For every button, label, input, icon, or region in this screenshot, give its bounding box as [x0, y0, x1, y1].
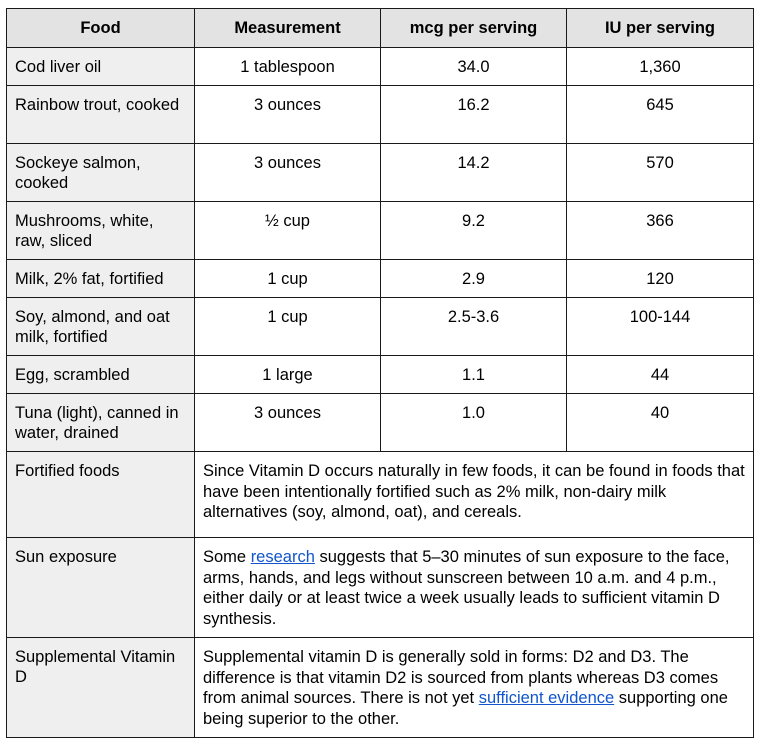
note-text-supplemental — [195, 638, 754, 738]
note-text-sun-before: Some — [203, 548, 251, 566]
iu-cell: 366 — [567, 202, 754, 260]
mcg-cell: 9.2 — [381, 202, 567, 260]
mcg-cell: 2.9 — [381, 260, 567, 298]
measurement-cell: 1 large — [195, 356, 381, 394]
mcg-cell: 16.2 — [381, 86, 567, 144]
note-row-sun — [7, 538, 754, 638]
measurement-cell: 3 ounces — [195, 394, 381, 452]
mcg-cell: 34.0 — [381, 48, 567, 86]
header-food: Food — [7, 9, 195, 48]
note-text-sun-after: suggests that 5–30 minutes of sun exposure to the face, arms, hands, and legs without sunscreen between 10 a.m. and 4 p.m., either daily or at least twice a week usually leads to sufficient vitamin D synthesis. — [203, 548, 730, 628]
iu-cell: 570 — [567, 144, 754, 202]
measurement-cell: 1 cup — [195, 260, 381, 298]
food-cell: Cod liver oil — [7, 48, 195, 86]
header-mcg: mcg per serving — [381, 9, 567, 48]
food-cell: Rainbow trout, cooked — [7, 86, 195, 144]
iu-cell: 100-144 — [567, 298, 754, 356]
food-cell: Tuna (light), canned in water, drained — [7, 394, 195, 452]
table-row — [7, 144, 754, 202]
measurement-cell: 1 tablespoon — [195, 48, 381, 86]
table-row — [7, 48, 754, 86]
table-row — [7, 260, 754, 298]
sufficient-evidence-link[interactable]: sufficient evidence — [478, 689, 615, 707]
note-text-supplemental-before: Supplemental vitamin D is generally sold in forms: D2 and D3. The difference is that vitamin D2 is sourced from plants whereas D3 comes from animal sources. There is not yet — [203, 648, 719, 707]
note-label-fortified: Fortified foods — [7, 452, 195, 538]
measurement-cell: ½ cup — [195, 202, 381, 260]
food-cell: Soy, almond, and oat milk, fortified — [7, 298, 195, 356]
iu-cell: 40 — [567, 394, 754, 452]
iu-cell: 1,360 — [567, 48, 754, 86]
note-text-sun — [195, 538, 754, 638]
vitamin-d-table — [6, 8, 754, 738]
table-row — [7, 394, 754, 452]
header-row — [7, 9, 754, 48]
note-text-fortified: Since Vitamin D occurs naturally in few foods, it can be found in foods that have been intentionally fortified such as 2% milk, non-dairy milk alternatives (soy, almond, oat), and cereals. — [195, 452, 754, 538]
food-cell: Egg, scrambled — [7, 356, 195, 394]
food-cell: Sockeye salmon, cooked — [7, 144, 195, 202]
iu-cell: 120 — [567, 260, 754, 298]
measurement-cell: 3 ounces — [195, 144, 381, 202]
research-link[interactable]: research — [250, 548, 315, 566]
mcg-cell: 1.0 — [381, 394, 567, 452]
note-text-supplemental-after: supporting one being superior to the other. — [203, 689, 728, 728]
header-measurement: Measurement — [195, 9, 381, 48]
table-row — [7, 86, 754, 144]
note-row-supplemental — [7, 638, 754, 738]
note-label-supplemental: Supplemental Vitamin D — [7, 638, 195, 738]
table-row — [7, 298, 754, 356]
note-row-fortified — [7, 452, 754, 538]
measurement-cell: 1 cup — [195, 298, 381, 356]
header-iu: IU per serving — [567, 9, 754, 48]
mcg-cell: 1.1 — [381, 356, 567, 394]
mcg-cell: 14.2 — [381, 144, 567, 202]
table-row — [7, 356, 754, 394]
food-cell: Mushrooms, white, raw, sliced — [7, 202, 195, 260]
iu-cell: 44 — [567, 356, 754, 394]
iu-cell: 645 — [567, 86, 754, 144]
food-cell: Milk, 2% fat, fortified — [7, 260, 195, 298]
measurement-cell: 3 ounces — [195, 86, 381, 144]
mcg-cell: 2.5-3.6 — [381, 298, 567, 356]
note-label-sun: Sun exposure — [7, 538, 195, 638]
table-row — [7, 202, 754, 260]
